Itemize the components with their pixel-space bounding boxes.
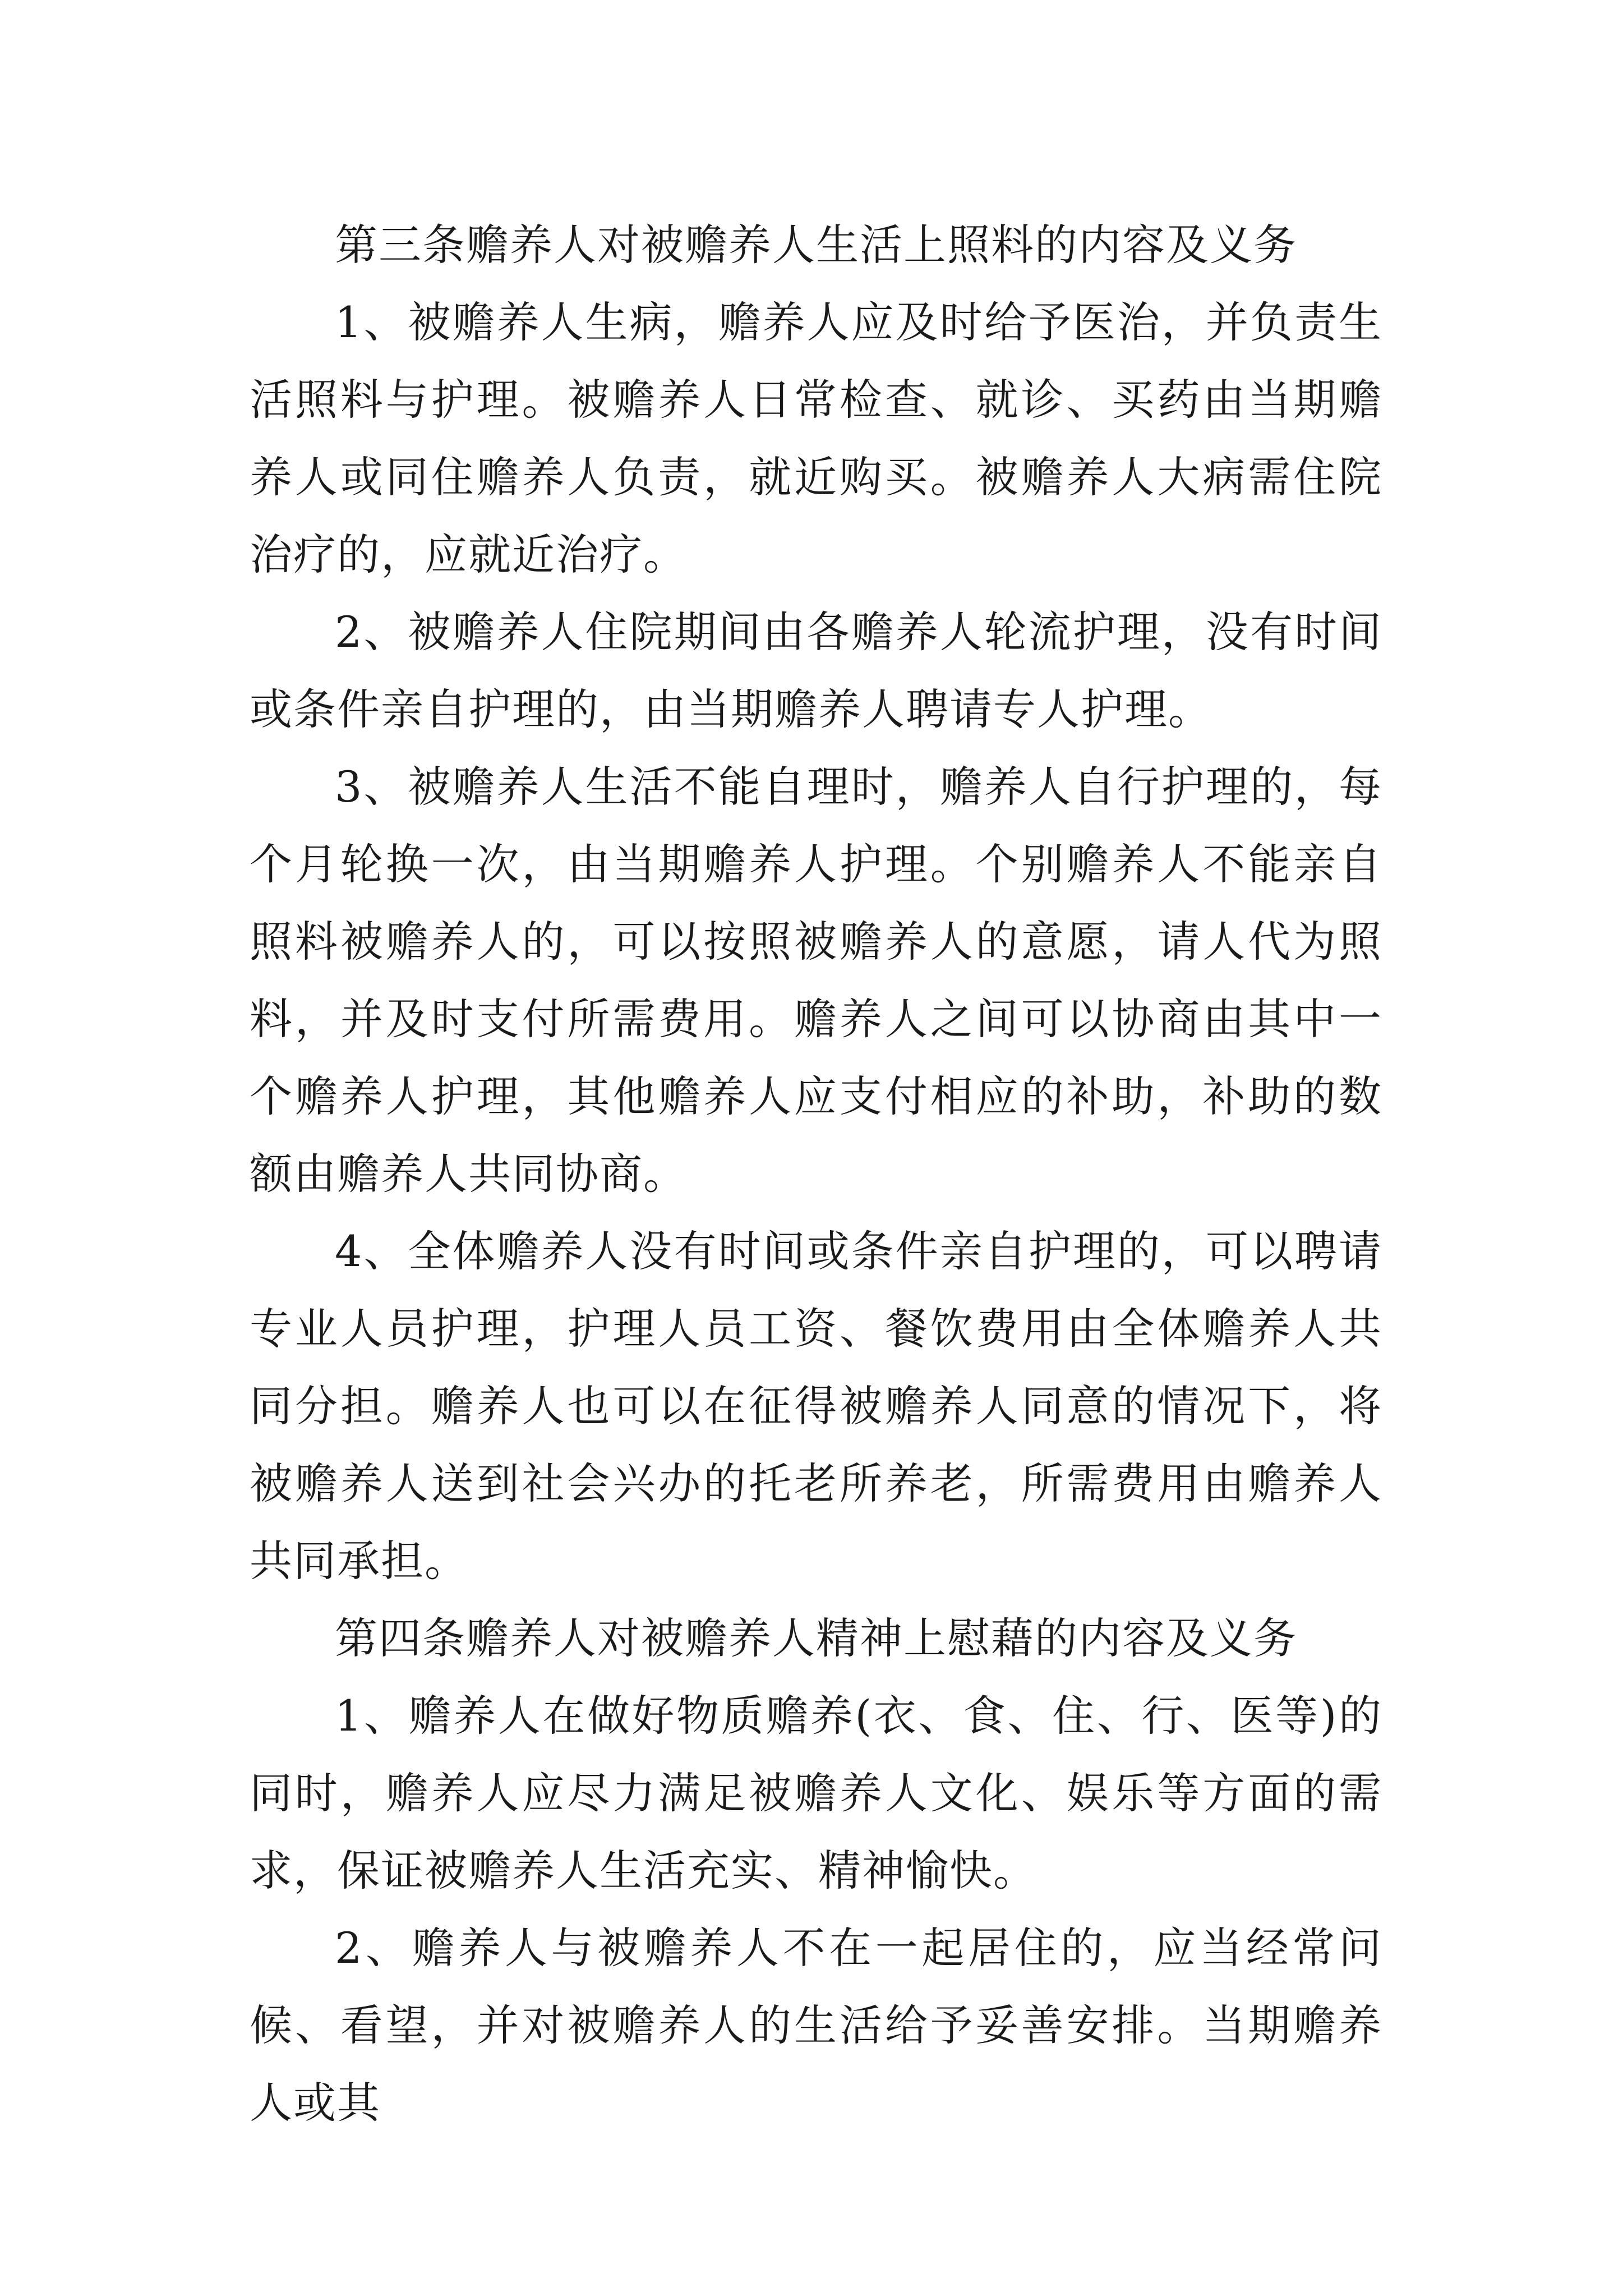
article-4-heading: 第四条赡养人对被赡养人精神上慰藉的内容及义务 [335, 1613, 1297, 1663]
article-4-item-1: 1、赡养人在做好物质赡养(衣、食、住、行、医等)的同时，赡养人应尽力满足被赡养人文化、娱乐等方面的需求，保证被赡养人生活充实、精神愉快。 [250, 1691, 1382, 1895]
document-body [250, 206, 1382, 2142]
article-3-item-4: 4、全体赡养人没有时间或条件亲自护理的，可以聘请专业人员护理，护理人员工资、餐饮费用由全体赡养人共同分担。赡养人也可以在征得被赡养人同意的情况下，将被赡养人送到社会兴办的托老所养老，所需费用由赡养人共同承担。 [250, 1226, 1382, 1586]
article-4-item-2: 2、赡养人与被赡养人不在一起居住的，应当经常问候、看望，并对被赡养人的生活给予妥善安排。当期赡养人或其 [250, 1923, 1382, 2128]
article-3-item-3: 3、被赡养人生活不能自理时，赡养人自行护理的，每个月轮换一次，由当期赡养人护理。个别赡养人不能亲自照料被赡养人的，可以按照被赡养人的意愿，请人代为照料，并及时支付所需费用。赡养人之间可以协商由其中一个赡养人护理，其他赡养人应支付相应的补助，补助的数额由赡养人共同协商。 [250, 762, 1382, 1199]
article-3-heading: 第三条赡养人对被赡养人生活上照料的内容及义务 [335, 220, 1297, 270]
article-3-item-1: 1、被赡养人生病，赡养人应及时给予医治，并负责生活照料与护理。被赡养人日常检查、就诊、买药由当期赡养人或同住赡养人负责，就近购买。被赡养人大病需住院治疗的，应就近治疗。 [250, 297, 1382, 579]
article-3-item-2: 2、被赡养人住院期间由各赡养人轮流护理，没有时间或条件亲自护理的，由当期赡养人聘请专人护理。 [250, 607, 1382, 734]
